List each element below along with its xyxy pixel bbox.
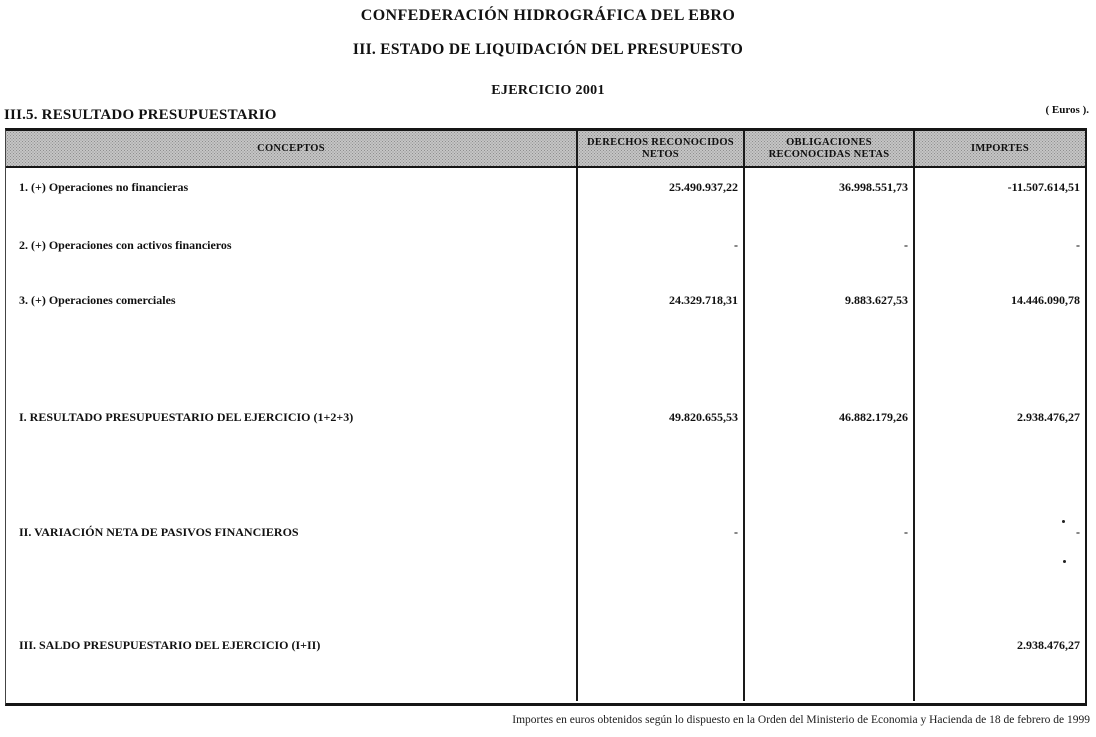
obligaciones-cell: 9.883.627,53 <box>745 281 915 380</box>
currency-note: ( Euros ). <box>1045 104 1089 116</box>
column-header-conceptos <box>6 131 578 166</box>
table-row <box>6 608 1085 701</box>
derechos-cell: - <box>578 236 745 281</box>
document-title: III. ESTADO DE LIQUIDACIÓN DEL PRESUPUESTO <box>352 41 744 58</box>
obligaciones-cell: 36.998.551,73 <box>745 168 915 236</box>
obligaciones-cell <box>745 608 915 701</box>
table-row <box>6 380 1085 498</box>
table-row <box>6 498 1085 608</box>
table-body <box>6 168 1085 701</box>
column-header-importes <box>915 131 1085 166</box>
column-header-label: OBLIGACIONES RECONOCIDAS NETAS <box>768 136 890 160</box>
importes-cell: 14.446.090,78 <box>1011 293 1080 307</box>
concept-cell: 2. (+) Operaciones con activos financieros <box>6 236 578 281</box>
obligaciones-cell: - <box>745 236 915 281</box>
importes-cell: 2.938.476,27 <box>1017 638 1080 652</box>
organization-title: CONFEDERACIÓN HIDROGRÁFICA DEL EBRO <box>360 7 736 24</box>
table-header-row <box>6 131 1085 168</box>
concept-cell: 3. (+) Operaciones comerciales <box>6 281 578 380</box>
concept-cell: I. RESULTADO PRESUPUESTARIO DEL EJERCICIO (1+2+3) <box>6 380 578 498</box>
importes-cell: -11.507.614,51 <box>1007 180 1080 194</box>
scan-artifact-dot <box>1062 520 1065 523</box>
column-header-label: IMPORTES <box>970 142 1030 154</box>
importes-cell: - <box>1076 238 1080 252</box>
concept-cell: II. VARIACIÓN NETA DE PASIVOS FINANCIEROS <box>6 498 578 608</box>
budget-result-table <box>5 128 1087 706</box>
table-row <box>6 168 1085 236</box>
obligaciones-cell: - <box>745 498 915 608</box>
column-header-label: CONCEPTOS <box>257 142 325 154</box>
importes-cell: 2.938.476,27 <box>1017 410 1080 424</box>
derechos-cell: 25.490.937,22 <box>578 168 745 236</box>
column-header-obligaciones <box>745 131 915 166</box>
concept-cell: III. SALDO PRESUPUESTARIO DEL EJERCICIO (I+II) <box>6 608 578 701</box>
importes-cell: - <box>1076 525 1080 539</box>
concept-cell: 1. (+) Operaciones no financieras <box>6 168 578 236</box>
column-header-label: DERECHOS RECONOCIDOS NETOS <box>587 136 734 160</box>
table-row <box>6 281 1085 380</box>
derechos-cell <box>578 608 745 701</box>
obligaciones-cell: 46.882.179,26 <box>745 380 915 498</box>
derechos-cell: 24.329.718,31 <box>578 281 745 380</box>
table-row <box>6 236 1085 281</box>
scan-artifact-dot <box>1063 560 1066 563</box>
section-title: III.5. RESULTADO PRESUPUESTARIO <box>4 107 277 123</box>
column-header-derechos <box>578 131 745 166</box>
derechos-cell: - <box>578 498 745 608</box>
exercise-year-title: EJERCICIO 2001 <box>491 83 605 98</box>
footnote: Importes en euros obtenidos según lo dispuesto en la Orden del Ministerio de Economia y Hacienda de 18 de febrero de 1999 <box>512 714 1090 726</box>
derechos-cell: 49.820.655,53 <box>578 380 745 498</box>
